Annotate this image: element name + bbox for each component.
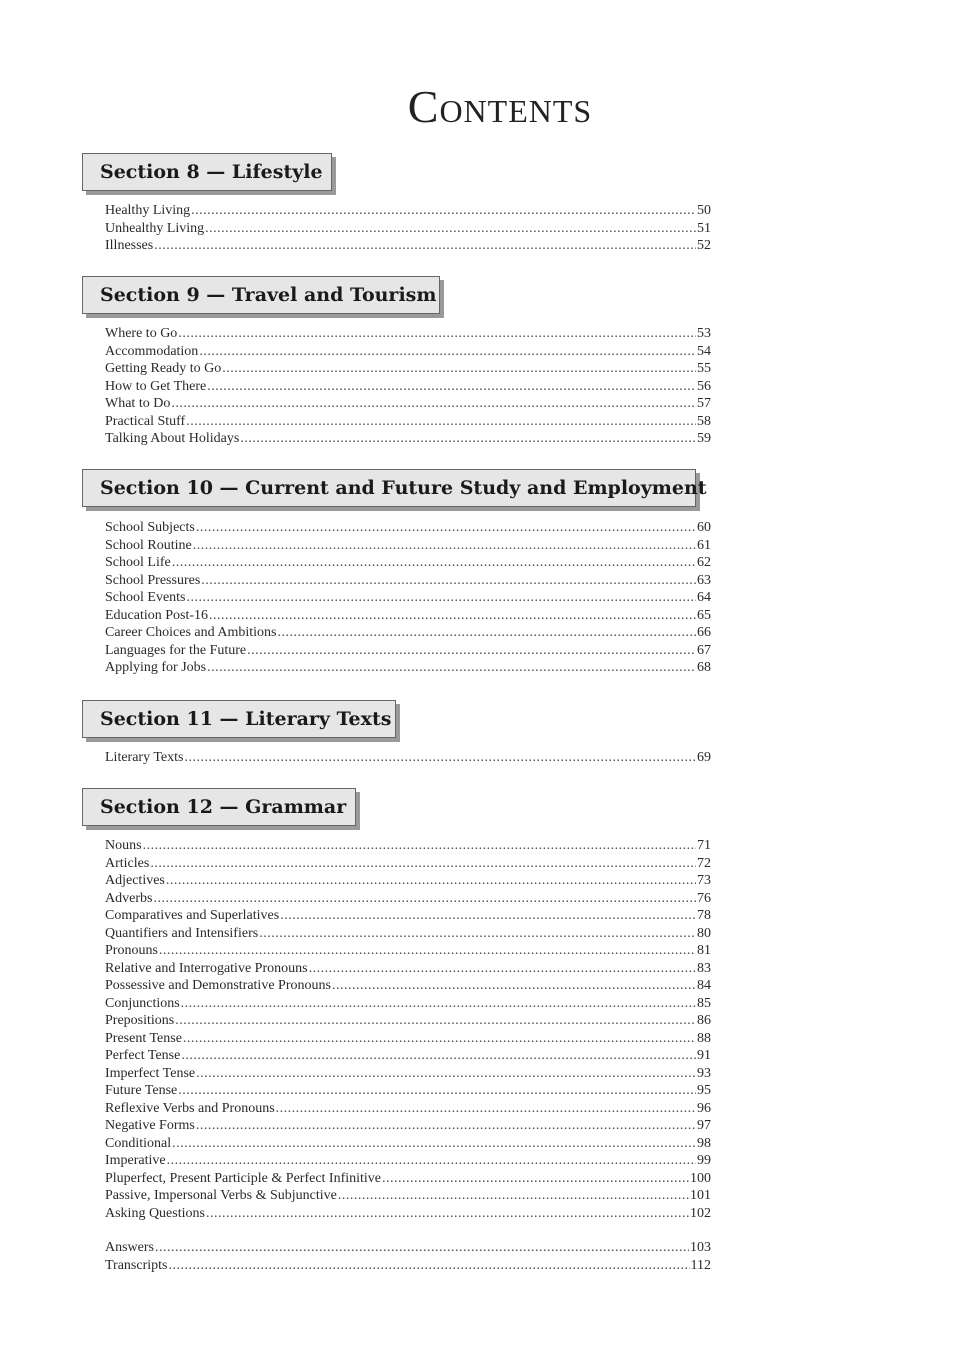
entry-title: What to Do [105,396,171,411]
toc-entry[interactable] [105,1152,711,1170]
entry-title: Pluperfect, Present Participle & Perfect Infinitive [105,1170,382,1186]
toc-entry[interactable] [105,413,711,431]
toc-entry[interactable] [105,202,711,220]
entry-page: 83 [697,960,711,976]
toc-entry[interactable] [105,624,711,642]
entry-page: 68 [697,660,711,675]
page-title: Contents [407,81,593,132]
toc-entry[interactable] [105,1239,711,1257]
dot-leader [155,1239,689,1257]
entry-page: 96 [697,1100,711,1116]
dot-leader [199,343,696,361]
toc-entry[interactable] [105,343,711,361]
entry-list [105,519,711,677]
entry-title: Negative Forms [105,1118,195,1133]
entry-title: Accommodation [105,343,199,359]
entry-title: Imperfect Tense [105,1065,196,1081]
toc-entry[interactable] [105,519,711,537]
entry-title: Comparatives and Superlatives [105,908,280,923]
entry-page: 76 [697,890,711,906]
section-heading: Section 9 — Travel and Tourism [82,276,440,314]
dot-leader [171,395,696,413]
entry-page: 93 [697,1065,711,1081]
dot-leader [196,519,696,537]
entry-page: 91 [697,1048,711,1063]
dot-leader [247,642,696,660]
toc-entry[interactable] [105,942,711,960]
entry-title: School Life [105,555,171,570]
entry-page: 66 [697,625,711,640]
toc-entry[interactable] [105,360,711,378]
entry-title: Literary Texts [105,750,184,765]
entry-page: 85 [697,995,711,1011]
entry-page: 61 [697,537,711,553]
toc-entry[interactable] [105,1170,711,1188]
entry-title: Education Post-16 [105,607,209,623]
entry-title: Possessive and Demonstrative Pronouns [105,978,331,993]
entry-title: School Events [105,590,186,605]
dot-leader [175,1012,696,1030]
dot-leader [181,1047,696,1065]
entry-title: Adverbs [105,890,153,906]
entry-page: 53 [697,326,711,341]
toc-entry[interactable] [105,1065,711,1083]
entry-page: 95 [697,1083,711,1098]
section-heading: Section 11 — Literary Texts [82,700,396,738]
toc-entry[interactable] [105,995,711,1013]
entry-title: Future Tense [105,1083,178,1098]
dot-leader [193,537,696,555]
entry-page: 52 [697,238,711,253]
entry-title: Illnesses [105,238,154,253]
entry-page: 63 [697,572,711,588]
entry-list [105,325,711,448]
toc-entry[interactable] [105,642,711,660]
toc-entry[interactable] [105,430,711,448]
dot-leader [332,977,696,995]
section-heading: Section 8 — Lifestyle [82,153,332,191]
toc-entry[interactable] [105,554,711,572]
toc-entry[interactable] [105,537,711,555]
entry-page: 59 [697,431,711,446]
dot-leader [166,872,696,890]
dot-leader [222,360,696,378]
entry-page: 103 [690,1240,711,1255]
dot-leader [209,607,696,625]
dot-leader [338,1187,689,1205]
entry-list [105,837,711,1222]
entry-page: 88 [697,1030,711,1046]
dot-leader [172,554,696,572]
dot-leader [196,1065,696,1083]
entry-list [105,202,711,255]
entry-title: Answers [105,1240,154,1255]
entry-title: Applying for Jobs [105,660,207,675]
entry-title: Pronouns [105,943,158,958]
entry-title: Asking Questions [105,1205,205,1221]
toc-entry[interactable] [105,659,711,677]
entry-page: 65 [697,607,711,623]
entry-page: 64 [697,590,711,605]
entry-title: Transcripts [105,1257,168,1273]
entry-title: School Pressures [105,572,201,588]
toc-entry[interactable] [105,395,711,413]
dot-leader [277,624,696,642]
dot-leader [205,220,696,238]
dot-leader [196,1117,696,1135]
toc-entry[interactable] [105,837,711,855]
entry-page: 71 [697,838,711,853]
entry-page: 81 [697,943,711,958]
toc-entry[interactable] [105,1012,711,1030]
entry-page: 98 [697,1135,711,1151]
section-heading: Section 10 — Current and Future Study and Employment [82,469,696,507]
entry-title: Conditional [105,1135,172,1151]
dot-leader [167,1152,696,1170]
toc-entry[interactable] [105,890,711,908]
toc-entry[interactable] [105,960,711,978]
dot-leader [153,890,696,908]
toc-entry[interactable] [105,1100,711,1118]
dot-leader [201,572,696,590]
entry-title: Conjunctions [105,995,180,1011]
entry-title: Reflexive Verbs and Pronouns [105,1100,275,1116]
toc-entry[interactable] [105,925,711,943]
entry-title: Perfect Tense [105,1048,181,1063]
entry-page: 62 [697,555,711,570]
toc-entry[interactable] [105,1257,711,1275]
dot-leader [186,413,696,431]
entry-title: Unhealthy Living [105,220,205,236]
toc-entry[interactable] [105,1135,711,1153]
entry-title: School Subjects [105,520,195,535]
toc-entry[interactable] [105,872,711,890]
entry-page: 67 [697,642,711,658]
dot-leader [181,995,696,1013]
toc-entry[interactable] [105,325,711,343]
entry-page: 58 [697,413,711,429]
toc-entry[interactable] [105,378,711,396]
dot-leader [150,855,696,873]
entry-title: Present Tense [105,1030,182,1046]
entry-page: 50 [697,203,711,218]
entry-title: Articles [105,855,150,871]
entry-page: 55 [697,361,711,376]
dot-leader [143,837,696,855]
entry-page: 112 [690,1257,711,1273]
toc-entry[interactable] [105,220,711,238]
entry-page: 86 [697,1013,711,1028]
dot-leader [178,1082,696,1100]
entry-title: Where to Go [105,326,178,341]
toc-entry[interactable] [105,749,711,767]
dot-leader [309,960,696,978]
toc-entry[interactable] [105,237,711,255]
dot-leader [207,378,696,396]
dot-leader [191,202,696,220]
toc-entry[interactable] [105,907,711,925]
section-heading: Section 12 — Grammar [82,788,356,826]
entry-page: 57 [697,396,711,411]
entry-page: 102 [690,1205,711,1221]
dot-leader [183,1030,696,1048]
dot-leader [178,325,696,343]
entry-page: 80 [697,925,711,941]
entry-page: 100 [690,1170,711,1186]
entry-title: Talking About Holidays [105,431,240,446]
toc-entry[interactable] [105,1117,711,1135]
toc-entry[interactable] [105,572,711,590]
entry-page: 73 [697,873,711,888]
entry-page: 84 [697,978,711,993]
dot-leader [172,1135,696,1153]
dot-leader [187,589,697,607]
entry-title: Relative and Interrogative Pronouns [105,960,308,976]
dot-leader [276,1100,696,1118]
entry-title: Practical Stuff [105,413,186,429]
dot-leader [259,925,696,943]
toc-entry[interactable] [105,1047,711,1065]
entry-title: Languages for the Future [105,642,247,658]
entry-list [105,749,711,767]
entry-title: Healthy Living [105,203,191,218]
dot-leader [382,1170,689,1188]
entry-page: 72 [697,855,711,871]
toc-entry[interactable] [105,1205,711,1223]
toc-entry[interactable] [105,1030,711,1048]
entry-title: Imperative [105,1153,166,1168]
entry-page: 99 [697,1153,711,1168]
entry-page: 54 [697,343,711,359]
dot-leader [184,749,696,767]
entry-title: School Routine [105,537,192,553]
dot-leader [169,1257,690,1275]
entry-page: 60 [697,520,711,535]
entry-title: Career Choices and Ambitions [105,625,277,640]
dot-leader [159,942,696,960]
toc-entry[interactable] [105,977,711,995]
entry-page: 78 [697,908,711,923]
toc-entry[interactable] [105,1187,711,1205]
entry-title: Adjectives [105,873,165,888]
entry-title: How to Get There [105,378,207,394]
toc-entry[interactable] [105,607,711,625]
back-matter-list [105,1239,711,1274]
entry-page: 56 [697,378,711,394]
toc-entry[interactable] [105,589,711,607]
dot-leader [206,1205,689,1223]
dot-leader [280,907,696,925]
entry-page: 69 [697,750,711,765]
toc-entry[interactable] [105,1082,711,1100]
entry-page: 101 [690,1188,711,1203]
dot-leader [207,659,696,677]
entry-title: Getting Ready to Go [105,361,222,376]
entry-page: 97 [697,1118,711,1133]
entry-title: Passive, Impersonal Verbs & Subjunctive [105,1188,337,1203]
entry-title: Prepositions [105,1013,175,1028]
toc-entry[interactable] [105,855,711,873]
dot-leader [240,430,696,448]
entry-title: Quantifiers and Intensifiers [105,925,259,941]
entry-page: 51 [697,220,711,236]
dot-leader [154,237,696,255]
entry-title: Nouns [105,838,142,853]
